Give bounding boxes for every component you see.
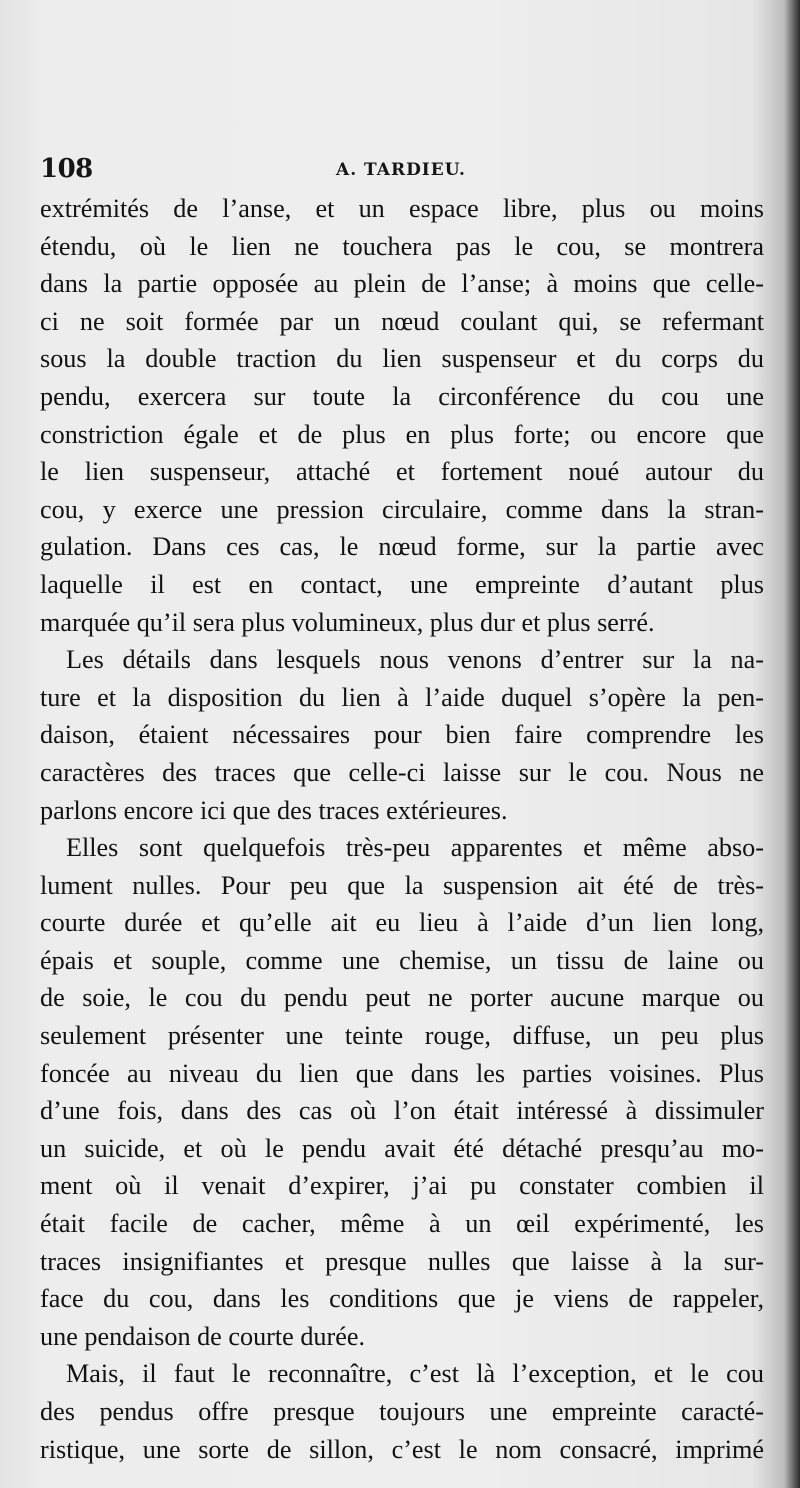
text-line: des pendus offre presque toujours une empreinte caracté-: [40, 1397, 764, 1426]
text-line: ci ne soit formée par un nœud coulant qui, se refermant: [40, 306, 764, 336]
paragraph: [40, 190, 764, 641]
text-line: caractères des traces que celle-ci laisse sur le cou. Nous ne: [40, 757, 764, 787]
text-line: ment où il venait d’expirer, j’ai pu constater combien il: [40, 1171, 764, 1201]
text-line: épais et souple, comme une chemise, un tissu de laine ou: [40, 945, 764, 975]
text-line: de soie, le cou du pendu peut ne porter aucune marque ou: [40, 983, 764, 1013]
paragraph: [40, 829, 764, 1355]
text-line: pendu, exercera sur toute la circonférence du cou une: [40, 381, 764, 411]
text-line: ristique, une sorte de sillon, c’est le nom consacré, imprimé: [40, 1434, 764, 1464]
text-line: Les détails dans lesquels nous venons d’entrer sur la na-: [66, 645, 764, 675]
text-line: marquée qu’il sera plus volumineux, plus dur et plus serré.: [40, 607, 655, 637]
text-line: traces insignifiantes et presque nulles que laisse à la sur-: [40, 1246, 764, 1276]
paragraph: [40, 1355, 764, 1468]
running-head: A. TARDIEU.: [336, 160, 466, 180]
text-line: seulement présenter une teinte rouge, diffuse, un peu plus: [40, 1021, 764, 1051]
text-line: un suicide, et où le pendu avait été détaché presqu’au mo-: [40, 1133, 764, 1163]
page-header: [40, 152, 760, 188]
text-line: Mais, il faut le reconnaître, c’est là l’exception, et le cou: [66, 1359, 764, 1389]
text-line: face du cou, dans les conditions que je viens de rappeler,: [40, 1284, 764, 1314]
text-line: sous la double traction du lien suspenseur et du corps du: [40, 344, 764, 374]
text-line: Elles sont quelquefois très-peu apparentes et même abso-: [66, 833, 764, 863]
text-line: ture et la disposition du lien à l’aide duquel s’opère la pen-: [40, 682, 764, 712]
text-line: daison, étaient nécessaires pour bien faire comprendre les: [40, 720, 764, 750]
text-line: courte durée et qu’elle ait eu lieu à l’aide d’un lien long,: [40, 908, 764, 938]
text-line: laquelle il est en contact, une empreinte d’autant plus: [40, 569, 764, 599]
text-line: foncée au niveau du lien que dans les parties voisines. Plus: [40, 1058, 764, 1088]
text-line: étendu, où le lien ne touchera pas le cou, se montrera: [40, 231, 764, 261]
text-line: dans la partie opposée au plein de l’anse; à moins que celle-: [40, 269, 764, 299]
text-line: le lien suspenseur, attaché et fortement noué autour du: [40, 457, 764, 487]
text-line: constriction égale et de plus en plus forte; ou encore que: [40, 419, 764, 449]
text-line: une pendaison de courte durée.: [40, 1321, 366, 1351]
text-line: cou, y exerce une pression circulaire, comme dans la stran-: [40, 494, 764, 524]
text-line: parlons encore ici que des traces extérieures.: [40, 795, 508, 825]
text-line: extrémités de l’anse, et un espace libre, plus ou moins: [40, 194, 764, 223]
page-number: 108: [40, 154, 93, 184]
text-line: gulation. Dans ces cas, le nœud forme, sur la partie avec: [40, 532, 764, 562]
text-line: d’une fois, dans des cas où l’on était intéressé à dissimuler: [40, 1096, 764, 1126]
text-line: lument nulles. Pour peu que la suspension ait été de très-: [40, 870, 764, 900]
paragraph: [40, 641, 764, 829]
body-text: [40, 190, 764, 1468]
text-line: était facile de cacher, même à un œil expérimenté, les: [40, 1209, 764, 1239]
